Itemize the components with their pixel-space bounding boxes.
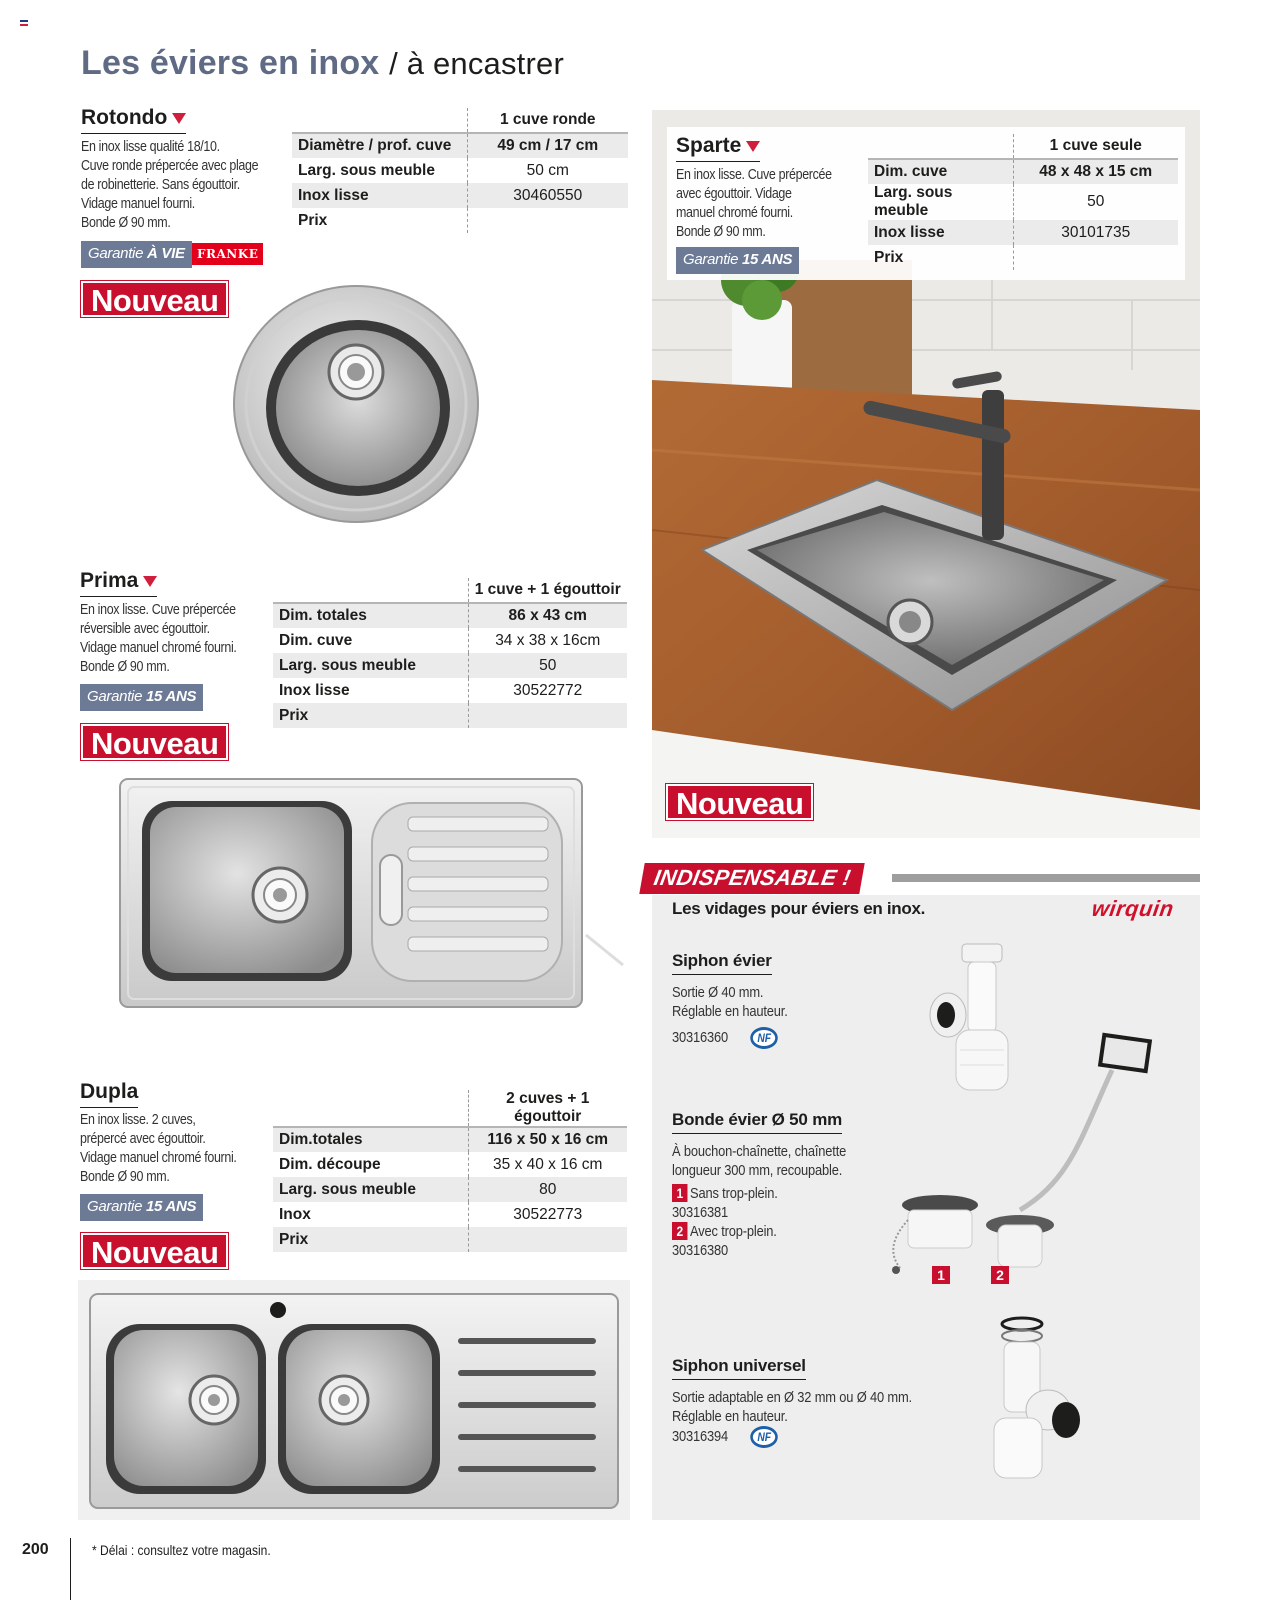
nouveau-badge: Nouveau — [81, 724, 228, 760]
indispensable-banner: INDISPENSABLE ! — [642, 863, 1200, 899]
franke-logo: FRANKE — [192, 243, 263, 265]
column-header: 2 cuves + 1 égouttoir — [468, 1090, 627, 1127]
siphon-evier-text: Sortie Ø 40 mm. Réglable en hauteur. 30316360 NF — [672, 983, 930, 1049]
guarantee-badge: Garantie 15 ANS — [80, 684, 203, 711]
sparte-title: Sparte — [676, 134, 760, 162]
flag-icon — [20, 20, 28, 26]
guarantee-badge: Garantie 15 ANS — [676, 247, 799, 274]
column-header: 1 cuve + 1 égouttoir — [468, 578, 627, 603]
siphon-evier-title: Siphon évier — [672, 951, 772, 975]
option-number-badge: 1 — [932, 1266, 950, 1284]
dropdown-triangle-icon — [143, 576, 157, 587]
dupla-spec-table: 2 cuves + 1 égouttoir Dim.totales 116 x 50 x 16 cm Dim. découpe 35 x 40 x 16 cm Larg. sous meuble 80 Inox 30522773 Prix — [273, 1090, 627, 1252]
dupla-sink-image — [78, 1280, 630, 1520]
rotondo-title: Rotondo — [81, 106, 186, 134]
footer-divider — [70, 1538, 71, 1600]
option-number-badge: 2 — [672, 1222, 687, 1240]
rotondo-description: En inox lisse qualité 18/10. Cuve ronde prépercée avec plage de robinetterie. Sans égouttoir. Vidage manuel fourni. Bonde Ø 90 mm. — [81, 139, 259, 231]
prima-title: Prima — [80, 569, 157, 597]
prima-spec-table: 1 cuve + 1 égouttoir Dim. totales 86 x 43 cm Dim. cuve 34 x 38 x 16cm Larg. sous meuble 50 Inox lisse 30522772 Prix — [273, 578, 627, 728]
sparte-spec-table: 1 cuve seule Dim. cuve 48 x 48 x 15 cm Larg. sous meuble 50 Inox lisse 30101735 Prix — [868, 134, 1178, 270]
guarantee-badge: Garantie À VIE — [81, 241, 192, 268]
option-number-badge: 1 — [672, 1184, 687, 1202]
banner-rule — [892, 874, 1200, 882]
guarantee-badge: Garantie 15 ANS — [80, 1194, 203, 1221]
siphon-universel-text: Sortie adaptable en Ø 32 mm ou Ø 40 mm. Réglable en hauteur. 30316394 NF — [672, 1388, 982, 1448]
prima-sink-image — [118, 775, 638, 1015]
page-title: Les éviers en inox / à encastrer — [81, 44, 564, 82]
nouveau-badge: Nouveau — [81, 281, 228, 317]
bonde-evier-title: Bonde évier Ø 50 mm — [672, 1110, 842, 1134]
bonde-image — [880, 1030, 1170, 1280]
footnote: * Délai : consultez votre magasin. — [92, 1542, 271, 1558]
page-number: 200 — [22, 1541, 49, 1558]
nf-certification-icon: NF — [750, 1027, 778, 1049]
accessories-heading: Les vidages pour éviers en inox. — [672, 899, 926, 918]
dupla-description: En inox lisse. 2 cuves, prépercé avec égouttoir. Vidage manuel chromé fourni. Bonde Ø 90 mm. — [80, 1112, 237, 1185]
siphon-universel-title: Siphon universel — [672, 1356, 806, 1380]
column-header: 1 cuve ronde — [467, 108, 628, 133]
nouveau-badge: Nouveau — [666, 784, 813, 820]
dupla-title: Dupla — [80, 1080, 138, 1108]
dropdown-triangle-icon — [746, 141, 760, 152]
nf-certification-icon: NF — [750, 1426, 778, 1448]
rotondo-sink-image — [228, 280, 484, 532]
wirquin-logo: wirquin — [1090, 896, 1176, 921]
option-number-badge: 2 — [991, 1266, 1009, 1284]
prima-description: En inox lisse. Cuve prépercée réversible avec égouttoir. Vidage manuel chromé fourni. Bonde Ø 90 mm. — [80, 602, 237, 675]
dropdown-triangle-icon — [172, 113, 186, 124]
column-header: 1 cuve seule — [1013, 134, 1178, 159]
rotondo-spec-table: 1 cuve ronde Diamètre / prof. cuve 49 cm / 17 cm Larg. sous meuble 50 cm Inox lisse 30460550 Prix — [292, 108, 628, 233]
sparte-description: En inox lisse. Cuve prépercée avec égouttoir. Vidage manuel chromé fourni. Bonde Ø 90 mm. — [676, 167, 832, 240]
siphon-universel-image — [980, 1310, 1090, 1485]
bonde-evier-text: À bouchon-chaînette, chaînette longueur 300 mm, recoupable. 1 Sans trop-plein. 30316381 2 Avec trop-plein. 30316380 — [672, 1143, 847, 1259]
nouveau-badge: Nouveau — [81, 1233, 228, 1269]
